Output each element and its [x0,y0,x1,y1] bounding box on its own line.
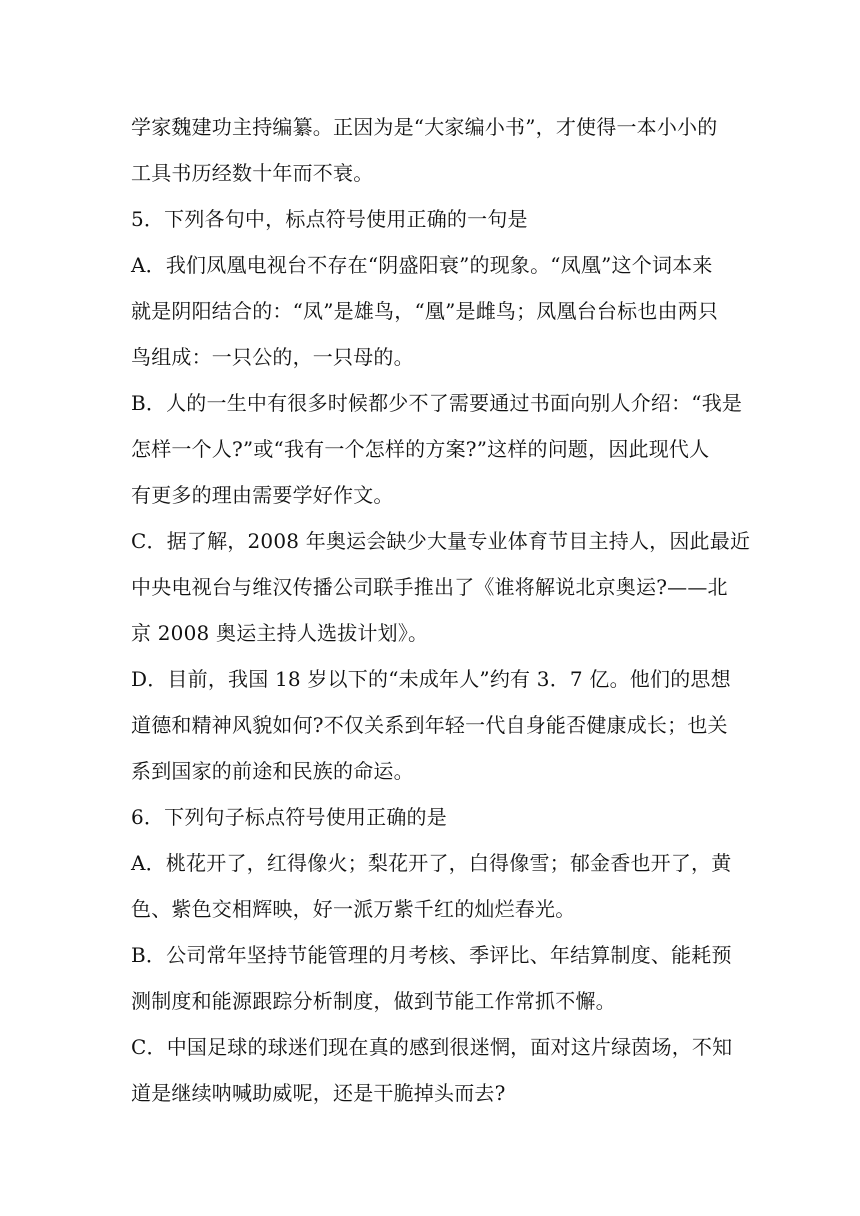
option-a-line: A．桃花开了，红得像火；梨花开了，白得像雪；郁金香也开了，黄 [131,851,732,875]
option-a-line: 鸟组成：一只公的，一只母的。 [131,345,414,369]
text-line: 学家魏建功主持编纂。正因为是“大家编小书”，才使得一本小小的 [131,115,718,139]
option-b-line: B．人的一生中有很多时候都少不了需要通过书面向别人介绍：“我是 [131,391,743,415]
option-c-line: 中央电视台与维汉传播公司联手推出了《谁将解说北京奥运?——北 [131,575,728,599]
option-d-line: D．目前，我国 18 岁以下的“未成年人”约有 3．7 亿。他们的思想 [131,667,731,691]
question-6-stem: 6．下列句子标点符号使用正确的是 [131,805,447,829]
question-5-stem: 5．下列各句中，标点符号使用正确的一句是 [131,207,528,231]
option-b-line: 测制度和能源跟踪分析制度，做到节能工作常抓不懈。 [131,989,616,1013]
text-line: 工具书历经数十年而不衰。 [131,161,374,185]
option-c-line: 道是继续呐喊助威呢，还是干脆掉头而去? [131,1081,506,1105]
option-d-line: 系到国家的前途和民族的命运。 [131,759,414,783]
option-c-line: C．中国足球的球迷们现在真的感到很迷惘，面对这片绿茵场，不知 [131,1035,733,1059]
option-a-line: 色、紫色交相辉映，好一派万紫千红的灿烂春光。 [131,897,576,921]
option-d-line: 道德和精神风貌如何?不仅关系到年轻一代自身能否健康成长；也关 [131,713,728,737]
option-c-line: C．据了解，2008 年奥运会缺少大量专业体育节目主持人，因此最近 [131,529,751,553]
option-b-line: 怎样一个人?”或“我有一个怎样的方案?”这样的问题，因此现代人 [131,437,710,461]
option-a-line: 就是阴阳结合的：“凤”是雄鸟，“凰”是雌鸟；凤凰台台标也由两只 [131,299,719,323]
option-b-line: 有更多的理由需要学好作文。 [131,483,394,507]
option-b-line: B．公司常年坚持节能管理的月考核、季评比、年结算制度、能耗预 [131,943,732,967]
option-c-line: 京 2008 奥运主持人选拔计划》。 [131,621,429,645]
option-a-line: A．我们凤凰电视台不存在“阴盛阳衰”的现象。“凤凰”这个词本来 [131,253,713,277]
